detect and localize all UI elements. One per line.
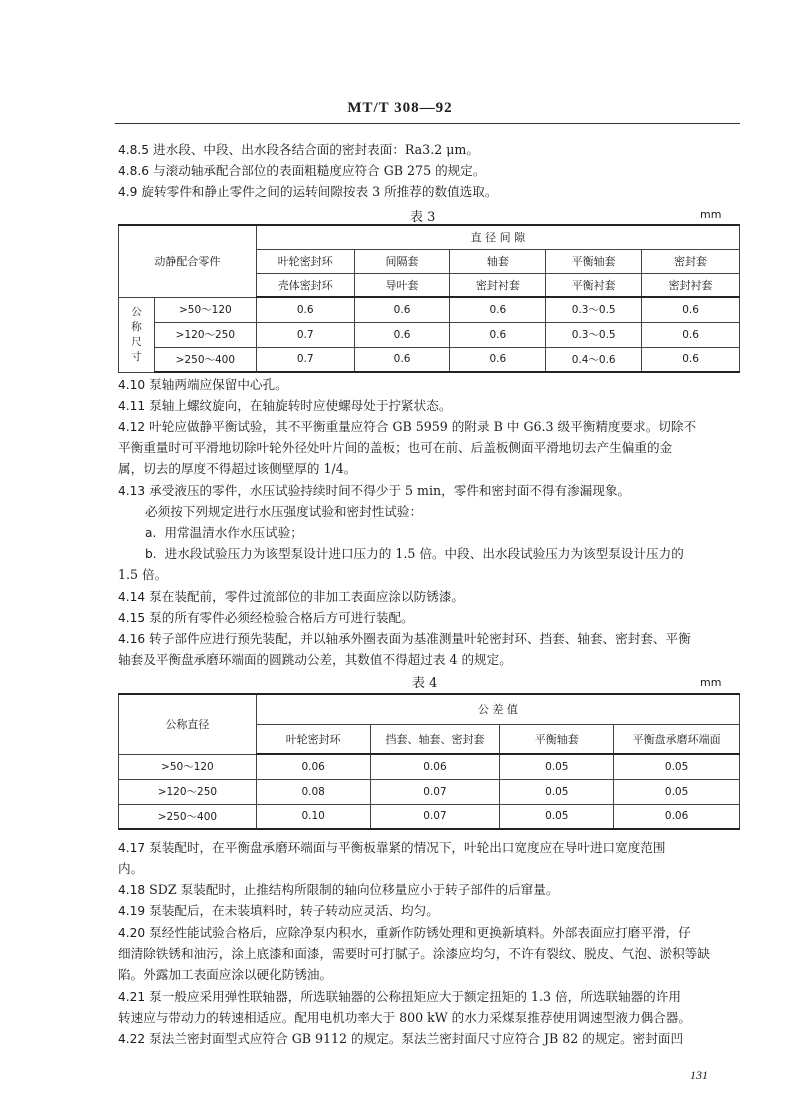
table4-corner-header: 公称直径 [119, 694, 257, 754]
table3-caption: 表 3 [410, 210, 436, 225]
table-row [119, 347, 740, 372]
clause-number: 4.12 [118, 420, 146, 434]
clause-text: 泵轴两端应保留中心孔。 [149, 377, 288, 392]
clause-text: 必须按下列规定进行水压强度试验和密封性试验： [145, 504, 423, 519]
clause-number: 4.16 [118, 632, 146, 646]
clause-continuation [118, 1010, 743, 1026]
clause-text: 泵在装配前，零件过流部位的非加工表面应涂以防锈漆。 [149, 589, 464, 604]
clause-number: 4.13 [118, 484, 146, 498]
clause-number: 4.22 [118, 1032, 146, 1046]
table-row [119, 322, 740, 347]
table-cell-size: >50～120 [119, 754, 257, 779]
list-marker: a. [145, 526, 157, 540]
table4 [118, 693, 740, 830]
clause-text: 转子部件应进行预先装配，并以轴承外圈表面为基准测量叶轮密封环、挡套、轴套、密封套、平衡 [149, 631, 691, 646]
table-cell: 0.08 [256, 779, 370, 804]
table-cell: 0.05 [614, 754, 740, 779]
table-cell: 0.6 [450, 297, 546, 322]
clause-4-8-5 [118, 142, 743, 158]
clause-number: 4.15 [118, 611, 146, 625]
table-cell: 0.6 [354, 347, 450, 372]
clause-number: 4.11 [118, 399, 146, 413]
clause-text: 用常温清水作水压试验； [164, 525, 303, 540]
table-cell-size: >120～250 [154, 322, 256, 347]
table4-caption: 表 4 [412, 676, 438, 691]
list-item-a [145, 525, 770, 541]
clause-4-13 [118, 483, 743, 499]
table3-col-subheader: 密封衬套 [642, 273, 740, 297]
table4-col-header: 叶轮密封环 [256, 724, 370, 754]
clause-4-9 [118, 184, 743, 200]
table3-col-subheader: 导叶套 [354, 273, 450, 297]
table-cell-size: >50～120 [154, 297, 256, 322]
table-cell: 0.6 [450, 347, 546, 372]
clause-continuation [118, 652, 743, 668]
clause-text: 泵装配时，在平衡盘承磨环端面与平衡板靠紧的情况下，叶轮出口宽度应在导叶进口宽度范围 [149, 840, 666, 855]
table-cell: 0.6 [642, 322, 740, 347]
table-cell: 0.05 [614, 779, 740, 804]
table-cell: 0.05 [500, 779, 614, 804]
clause-text: 承受液压的零件，水压试验持续时间不得少于 5 min，零件和密封面不得有渗漏现象。 [149, 483, 631, 498]
clause-text: 转速应与带动力的转速相适应。配用电机功率大于 800 kW 的水力采煤泵推荐使用调速型液力偶合器。 [118, 1010, 691, 1025]
table3-col-header: 叶轮密封环 [256, 249, 354, 273]
clause-text: 泵经性能试验合格后，应除净泵内积水，重新作防锈处理和更换新填料。外部表面应打磨平滑，仔 [149, 925, 691, 940]
table-cell: 0.6 [256, 297, 354, 322]
table3-unit: mm [700, 208, 722, 221]
clause-text: 陷。外露加工表面应涂以硬化防锈油。 [118, 967, 333, 982]
clause-4-8-6 [118, 163, 743, 179]
clause-text: 泵一般应采用弹性联轴器，所选联轴器的公称扭矩应大于额定扭矩的 1.3 倍，所选联轴器的许用 [149, 989, 681, 1004]
table-cell: 0.06 [614, 804, 740, 829]
clause-continuation [118, 461, 743, 477]
table3-col-subheader: 壳体密封环 [256, 273, 354, 297]
clause-4-21 [118, 989, 743, 1005]
table-cell: 0.6 [354, 297, 450, 322]
table3-col-subheader: 密封衬套 [450, 273, 546, 297]
table-cell: 0.6 [354, 322, 450, 347]
clause-4-12 [118, 419, 743, 435]
header-rule [115, 123, 740, 124]
table3-side-label [119, 297, 155, 372]
clause-text: 平衡重量时可平滑地切除叶轮外径处叶片间的盖板；也可在前、后盖板侧面平滑地切去产生偏重的金 [118, 440, 673, 455]
clause-4-19 [118, 903, 743, 919]
table3-col-header: 轴套 [450, 249, 546, 273]
table4-unit: mm [700, 676, 722, 689]
table-cell: 0.6 [642, 297, 740, 322]
table-row [119, 779, 740, 804]
clause-text: SDZ 泵装配时，止推结构所限制的轴向位移量应小于转子部件的后窜量。 [149, 882, 559, 897]
clause-continuation [118, 946, 743, 962]
table-row [119, 754, 740, 779]
table-cell: 0.06 [256, 754, 370, 779]
clause-4-14 [118, 589, 743, 605]
clause-text: 进水段试验压力为该型泵设计进口压力的 1.5 倍。中段、出水段试验压力为该型泵设计压力的 [164, 546, 684, 561]
clause-4-16 [118, 631, 743, 647]
clause-continuation [118, 567, 743, 583]
table3-col-subheader: 平衡衬套 [546, 273, 642, 297]
clause-number: 4.20 [118, 926, 146, 940]
table-cell: 0.05 [500, 754, 614, 779]
table-cell: 0.10 [256, 804, 370, 829]
table3-side-label-text: 公 称 尺 寸 [131, 305, 142, 363]
standard-header: MT/T 308—92 [347, 100, 453, 116]
table-cell: 0.3～0.5 [546, 322, 642, 347]
table3-col-header: 间隔套 [354, 249, 450, 273]
clause-number: 4.8.6 [118, 164, 150, 178]
clause-continuation [118, 967, 743, 983]
clause-4-17 [118, 840, 743, 856]
table-cell: 0.06 [370, 754, 500, 779]
table4-col-header: 挡套、轴套、密封套 [370, 724, 500, 754]
table-cell: 0.6 [450, 322, 546, 347]
clause-text: 与滚动轴承配合部位的表面粗糙度应符合 GB 275 的规定。 [153, 163, 486, 178]
clause-4-11 [118, 398, 743, 414]
table-cell: 0.7 [256, 322, 354, 347]
table-cell-size: >250～400 [119, 804, 257, 829]
table-cell-size: >120～250 [119, 779, 257, 804]
table-cell: 0.6 [642, 347, 740, 372]
table4-col-header: 平衡盘承磨环端面 [614, 724, 740, 754]
clause-text: 泵装配后，在未装填料时，转子转动应灵活、均匀。 [149, 903, 439, 918]
table3-group-header: 直 径 间 隙 [256, 225, 739, 249]
clause-number: 4.21 [118, 990, 146, 1004]
clause-text: 1.5 倍。 [118, 567, 168, 582]
clause-continuation [118, 861, 743, 877]
clause-intro [145, 504, 770, 520]
table-cell: 0.07 [370, 779, 500, 804]
table4-col-header: 平衡轴套 [500, 724, 614, 754]
clause-text: 属，切去的厚度不得超过该侧壁厚的 1/4。 [118, 461, 357, 476]
table3 [118, 224, 740, 373]
clause-continuation [118, 440, 743, 456]
table-cell: 0.3～0.5 [546, 297, 642, 322]
clause-number: 4.10 [118, 378, 146, 392]
clause-text: 旋转零件和静止零件之间的运转间隙按表 3 所推荐的数值选取。 [141, 184, 498, 199]
table-row [119, 297, 740, 322]
clause-text: 叶轮应做静平衡试验，其不平衡重量应符合 GB 5959 的附录 B 中 G6.3 级平衡精度要求。切除不 [149, 419, 697, 434]
table-row [119, 804, 740, 829]
table-cell: 0.4～0.6 [546, 347, 642, 372]
clause-number: 4.19 [118, 904, 146, 918]
clause-text: 泵的所有零件必须经检验合格后方可进行装配。 [149, 610, 414, 625]
clause-text: 细清除铁锈和油污，涂上底漆和面漆，需要时可打腻子。涂漆应均匀，不许有裂纹、脱皮、气泡、淤积等缺 [118, 946, 710, 961]
clause-text: 进水段、中段、出水段各结合面的密封表面：Ra3.2 μm。 [153, 142, 479, 157]
table4-group-header: 公 差 值 [256, 694, 739, 724]
clause-number: 4.17 [118, 841, 146, 855]
clause-4-10 [118, 377, 743, 393]
table-cell: 0.7 [256, 347, 354, 372]
list-item-b [145, 546, 770, 562]
clause-number: 4.9 [118, 185, 138, 199]
clause-text: 轴套及平衡盘承磨环端面的圆跳动公差，其数值不得超过表 4 的规定。 [118, 652, 512, 667]
clause-text: 泵轴上螺纹旋向，在轴旋转时应使螺母处于拧紧状态。 [149, 398, 452, 413]
clause-text: 泵法兰密封面型式应符合 GB 9112 的规定。泵法兰密封面尺寸应符合 JB 82 的规定。密封面凹 [149, 1031, 684, 1046]
table3-col-header: 平衡轴套 [546, 249, 642, 273]
clause-4-15 [118, 610, 743, 626]
page-number: 131 [690, 1068, 708, 1082]
table3-corner-header: 动静配合零件 [119, 225, 257, 297]
clause-text: 内。 [118, 861, 144, 876]
clause-4-20 [118, 925, 743, 941]
clause-4-22 [118, 1031, 743, 1047]
table-cell: 0.07 [370, 804, 500, 829]
table3-col-header: 密封套 [642, 249, 740, 273]
clause-4-18 [118, 882, 743, 898]
clause-number: 4.8.5 [118, 143, 150, 157]
clause-number: 4.18 [118, 883, 146, 897]
list-marker: b. [145, 547, 157, 561]
table-cell-size: >250～400 [154, 347, 256, 372]
clause-number: 4.14 [118, 590, 146, 604]
table-cell: 0.05 [500, 804, 614, 829]
